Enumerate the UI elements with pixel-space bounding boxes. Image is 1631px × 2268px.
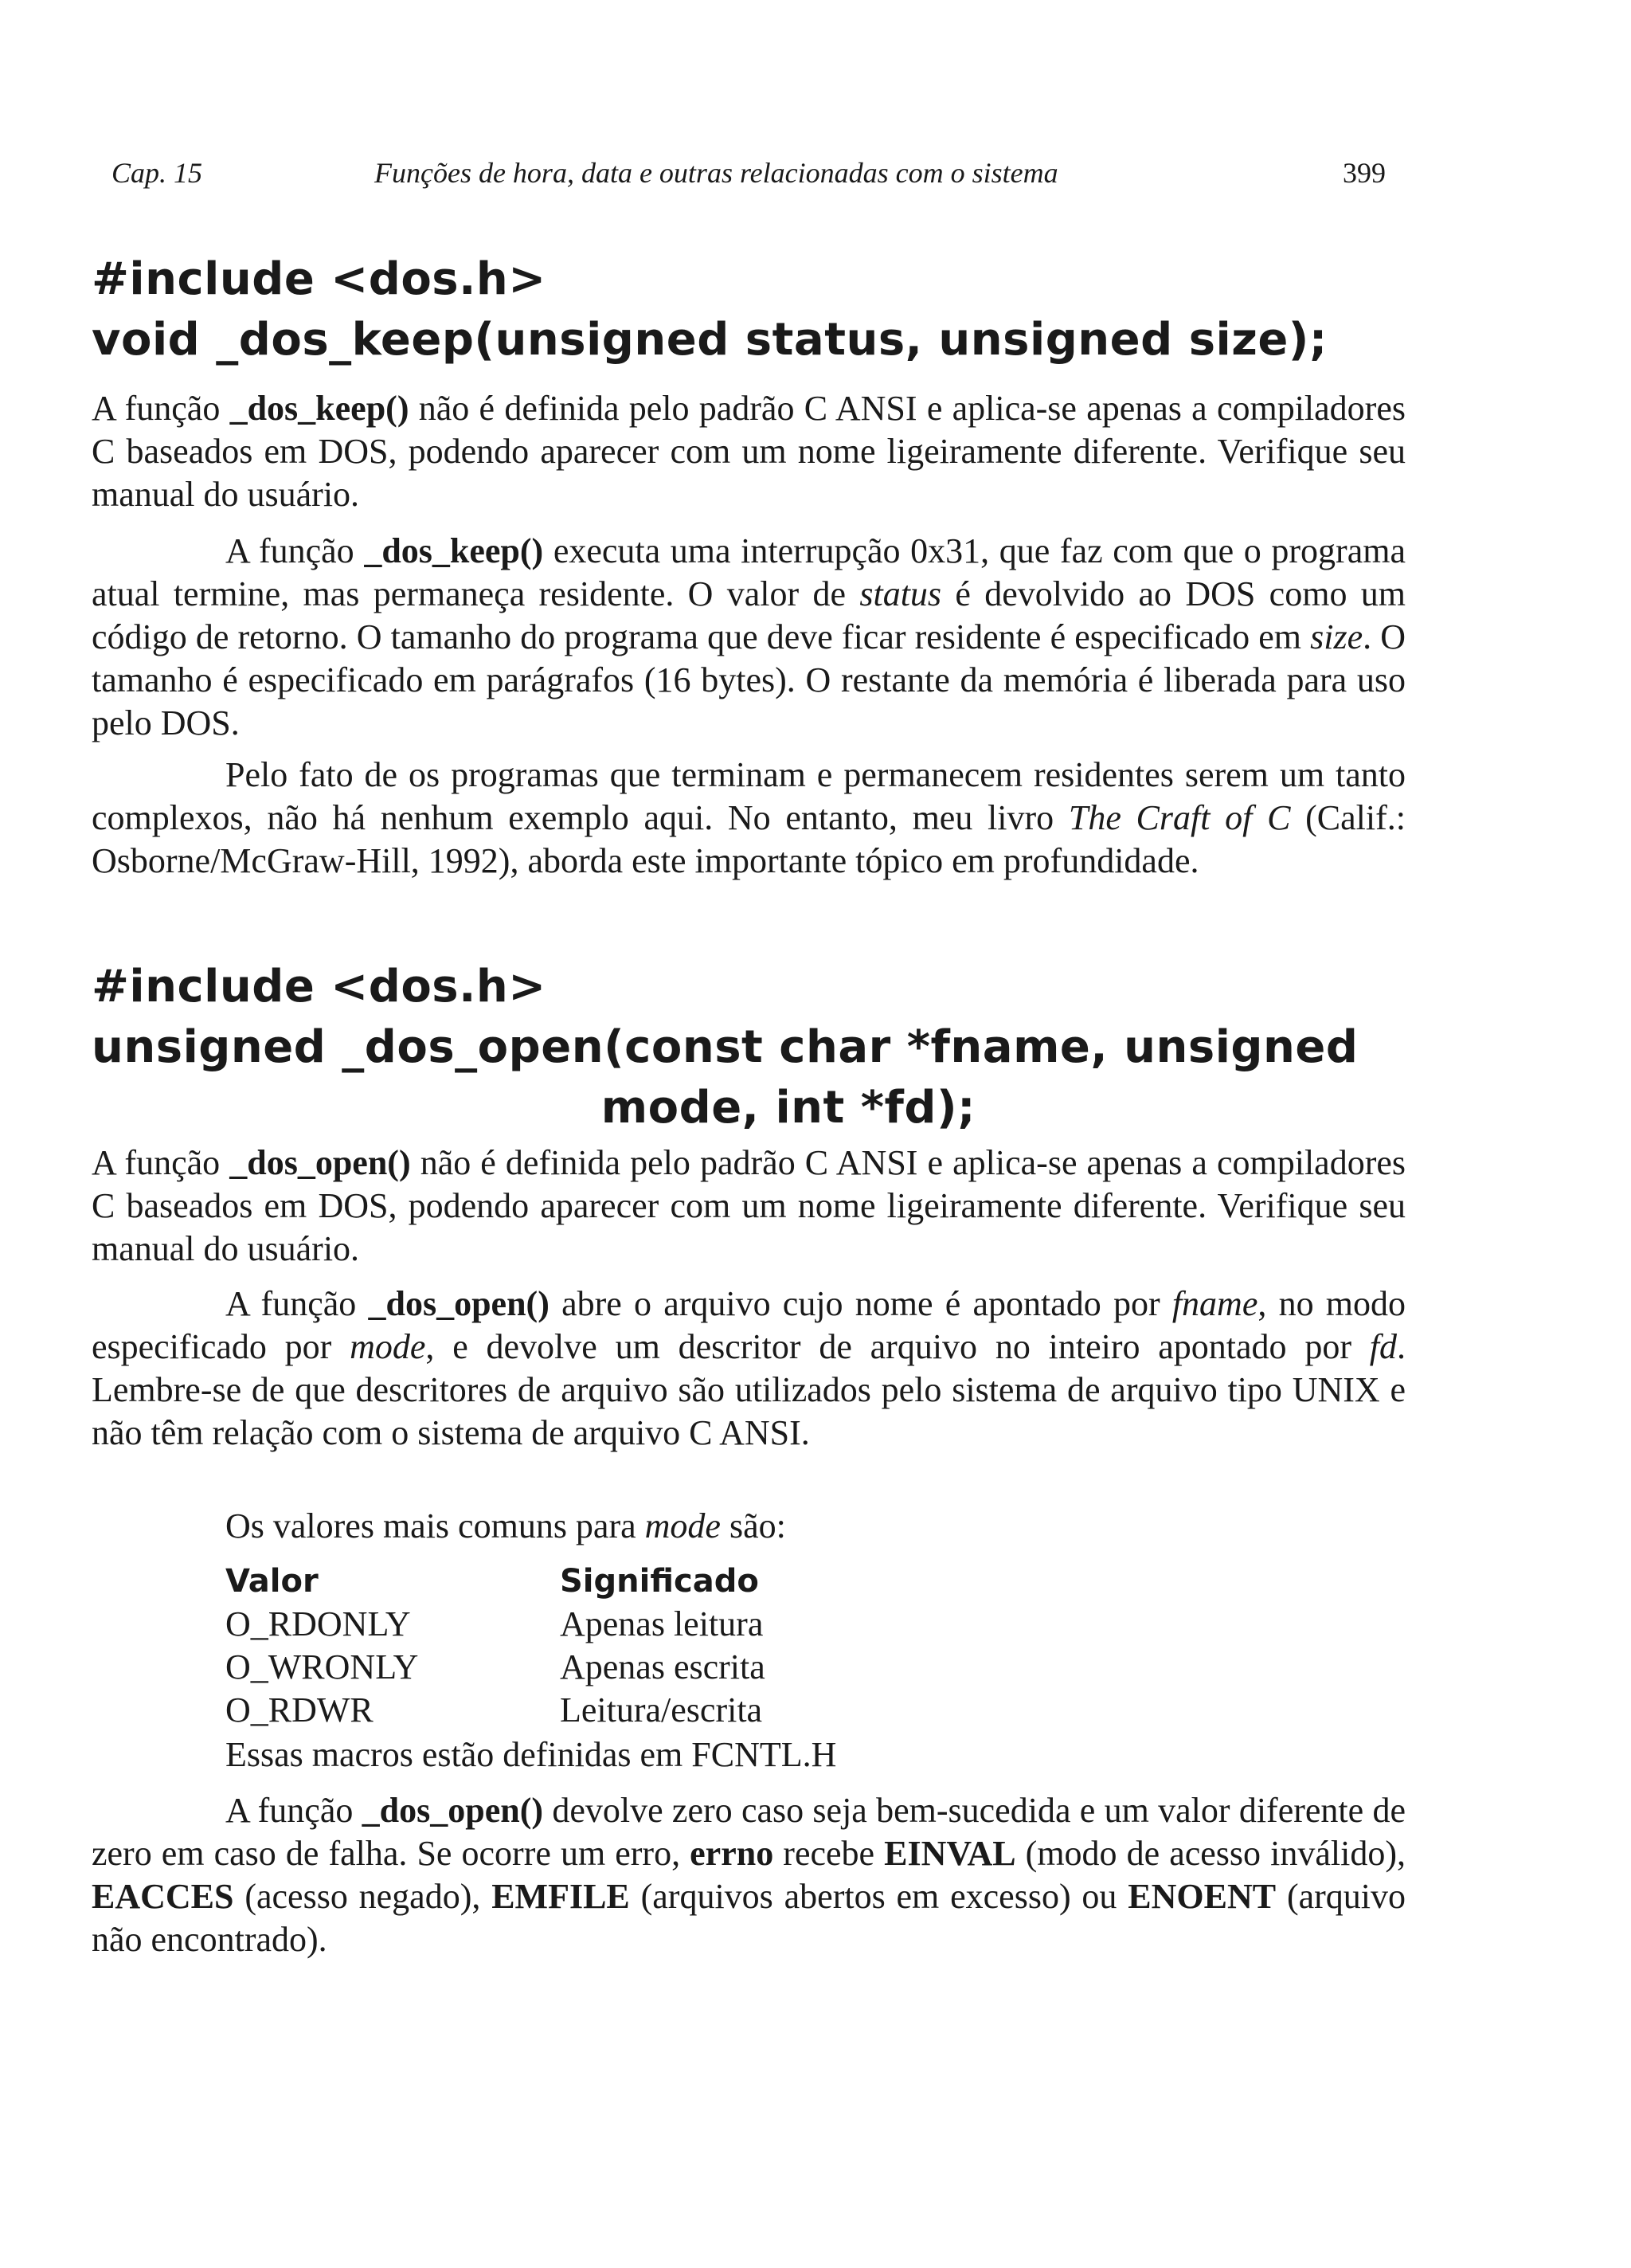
- table-header-row: [225, 1560, 974, 1603]
- dos-open-paragraph-1: A função _dos_open() não é definida pelo padrão C ANSI e aplica-se apenas a compiladores C baseados em DOS, podendo aparecer com um nome ligeiramente diferente. Verifique seu manual do usuário.: [92, 1143, 1406, 1268]
- function-name: _dos_open(): [362, 1791, 544, 1830]
- dos-keep-signature: [92, 253, 1406, 366]
- emfile-code: EMFILE: [491, 1877, 630, 1916]
- function-prototype-line-2: mode, int *fd);: [600, 1082, 976, 1134]
- dos-open-paragraph-5: A função _dos_open() devolve zero caso seja bem-sucedida e um valor diferente de zero em caso de falha. Se ocorre um erro, errno recebe EINVAL (modo de acesso inválido), EACCES (acesso negado), EMFILE (arquivos abertos em excesso) ou ENOENT (arquivo não encontrado).: [92, 1791, 1406, 1959]
- mode-values-table: [225, 1560, 974, 1732]
- param-fd: fd: [1369, 1327, 1398, 1366]
- table-row: [225, 1646, 974, 1689]
- table-row: [225, 1689, 974, 1732]
- eacces-code: EACCES: [92, 1877, 234, 1916]
- dos-open-paragraph-2: A função _dos_open() abre o arquivo cujo nome é apontado por fname, no modo especificado por mode, e devolve um descritor de arquivo no inteiro apontado por fd. Lembre-se de que descritores de arquivo são utilizados pelo sistema de arquivo tipo UNIX e não têm relação com o sistema de arquivo C ANSI.: [92, 1284, 1406, 1452]
- function-name: _dos_keep(): [229, 389, 409, 428]
- param-mode: mode: [350, 1327, 426, 1366]
- book-title: The Craft of C: [1068, 798, 1291, 837]
- chapter-label: Cap. 15: [111, 157, 203, 189]
- enoent-code: ENOENT: [1128, 1877, 1277, 1916]
- table-cell: O_WRONLY: [225, 1647, 419, 1686]
- page-number: 399: [1343, 157, 1386, 189]
- dos-keep-paragraph-1: A função _dos_keep() não é definida pelo padrão C ANSI e aplica-se apenas a compiladores C baseados em DOS, podendo aparecer com um nome ligeiramente diferente. Verifique seu manual do usuário.: [92, 389, 1406, 514]
- param-status: status: [859, 574, 942, 613]
- table-cell: O_RDWR: [225, 1690, 374, 1729]
- dos-keep-paragraph-3: Pelo fato de os programas que terminam e permanecem residentes serem um tanto complexos, não há nenhum exemplo aqui. No entanto, meu livro The Craft of C (Calif.: Osborne/McGraw-Hill, 1992), aborda este importante tópico em profundidade.: [92, 755, 1406, 880]
- dos-open-paragraph-4: Essas macros estão definidas em FCNTL.H: [225, 1735, 837, 1774]
- dos-open-paragraph-3: Os valores mais comuns para mode são:: [225, 1506, 786, 1545]
- include-directive: #include <dos.h>: [92, 253, 546, 305]
- param-fname: fname: [1171, 1284, 1258, 1323]
- function-name: _dos_open(): [229, 1143, 411, 1182]
- dos-keep-paragraph-2: A função _dos_keep() executa uma interrupção 0x31, que faz com que o programa atual termine, mas permaneça residente. O valor de status é devolvido ao DOS como um código de retorno. O tamanho do programa que deve ficar residente é especificado em size. O tamanho é especificado em parágrafos (16 bytes). O restante da memória é liberada para uso pelo DOS.: [92, 531, 1406, 742]
- function-name: _dos_keep(): [364, 531, 544, 570]
- table-row: [225, 1603, 974, 1646]
- errno-var: errno: [690, 1834, 774, 1873]
- function-name: _dos_open(): [368, 1284, 550, 1323]
- table-cell: O_RDONLY: [225, 1604, 411, 1643]
- running-header: [111, 156, 1386, 204]
- param-size: size: [1310, 617, 1363, 656]
- chapter-title: Funções de hora, data e outras relacionadas com o sistema: [374, 157, 1058, 189]
- table-header: Significado: [560, 1563, 759, 1600]
- function-prototype-line-1: unsigned _dos_open(const char *fname, unsigned: [92, 1021, 1359, 1073]
- table-cell: Leitura/escrita: [560, 1690, 763, 1729]
- dos-open-signature: [92, 961, 1406, 1134]
- table-cell: Apenas escrita: [560, 1647, 765, 1686]
- table-header: Valor: [225, 1563, 319, 1600]
- param-mode: mode: [644, 1506, 721, 1545]
- include-directive: #include <dos.h>: [92, 961, 546, 1013]
- einval-code: EINVAL: [884, 1834, 1016, 1873]
- table-cell: Apenas leitura: [560, 1604, 764, 1643]
- function-prototype: void _dos_keep(unsigned status, unsigned size);: [92, 314, 1328, 366]
